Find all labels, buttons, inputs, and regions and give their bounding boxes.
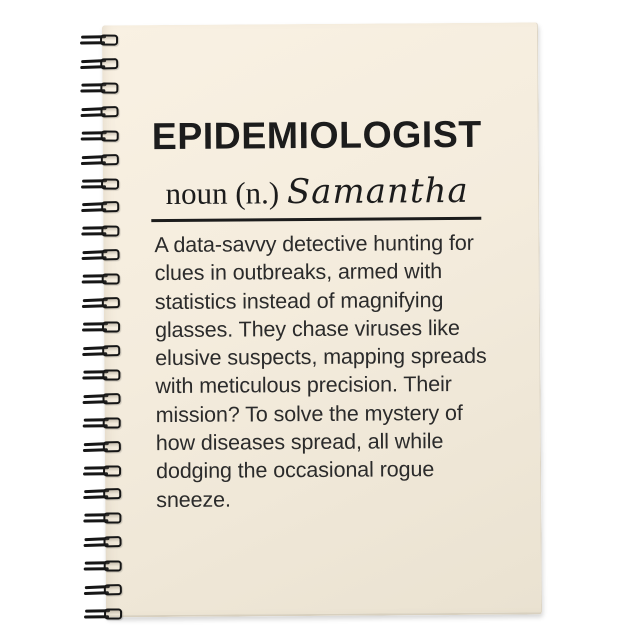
spiral-ring <box>80 106 120 119</box>
spiral-ring <box>81 226 121 238</box>
spiral-ring <box>82 274 122 286</box>
ring-loop <box>102 345 120 357</box>
ring-loop <box>101 178 119 190</box>
spiral-ring <box>84 561 124 573</box>
ring-loop <box>102 393 120 405</box>
spiral-ring <box>83 417 123 429</box>
noun-label: noun (n.) <box>165 175 280 212</box>
ring-loop <box>101 225 119 237</box>
ring-loop <box>104 584 122 596</box>
ring-loop <box>102 369 120 381</box>
page-title: EPIDEMIOLOGIST <box>151 112 482 158</box>
spiral-ring <box>81 249 121 262</box>
spiral-ring <box>81 130 121 142</box>
spiral-ring <box>82 369 122 381</box>
spiral-ring <box>82 393 122 406</box>
subtitle <box>151 171 483 214</box>
ring-loop <box>101 130 119 142</box>
name-script: Samantha <box>286 170 469 213</box>
ring-loop <box>101 153 119 165</box>
ring-loop <box>100 82 118 94</box>
ring-loop <box>103 536 121 548</box>
ring-loop <box>103 440 121 452</box>
ring-loop <box>103 488 121 500</box>
spiral-binding <box>80 25 124 617</box>
spiral-ring <box>82 297 122 310</box>
ring-loop <box>102 297 120 309</box>
ring-loop <box>101 249 119 261</box>
spiral-ring <box>80 58 120 71</box>
spiral-ring <box>83 441 123 454</box>
ring-loop <box>103 417 121 429</box>
notebook <box>80 22 542 617</box>
ring-loop <box>100 105 118 117</box>
spiral-ring <box>81 178 121 190</box>
ring-loop <box>101 201 119 213</box>
ring-loop <box>102 273 120 285</box>
spiral-ring <box>83 489 123 502</box>
ring-loop <box>100 34 118 46</box>
divider-line <box>151 217 481 222</box>
definition-text: A data-savvy detective hunting for clues in outbreaks, armed with statistics instead of magnifying glasses. They chase viruses like elusive suspects, mapping spreads with meticulous precision. Their mission? To solve the mystery of how diseases spread, all while dodging the occasional rogue sneeze. <box>154 230 487 512</box>
spiral-ring <box>81 202 121 215</box>
spiral-ring <box>81 154 121 167</box>
ring-loop <box>100 58 118 70</box>
spiral-ring <box>80 82 120 94</box>
ring-loop <box>104 608 122 620</box>
spiral-ring <box>83 536 123 549</box>
spiral-ring <box>82 345 122 358</box>
spiral-ring <box>84 608 124 620</box>
ring-loop <box>103 512 121 524</box>
cover-content <box>150 23 486 615</box>
ring-loop <box>102 321 120 333</box>
ring-loop <box>104 560 122 572</box>
spiral-ring <box>83 513 123 525</box>
spiral-ring <box>80 34 120 46</box>
spiral-ring <box>83 465 123 477</box>
notebook-cover <box>102 22 542 617</box>
ring-loop <box>103 465 121 477</box>
spiral-ring <box>84 584 124 597</box>
spiral-ring <box>82 321 122 333</box>
